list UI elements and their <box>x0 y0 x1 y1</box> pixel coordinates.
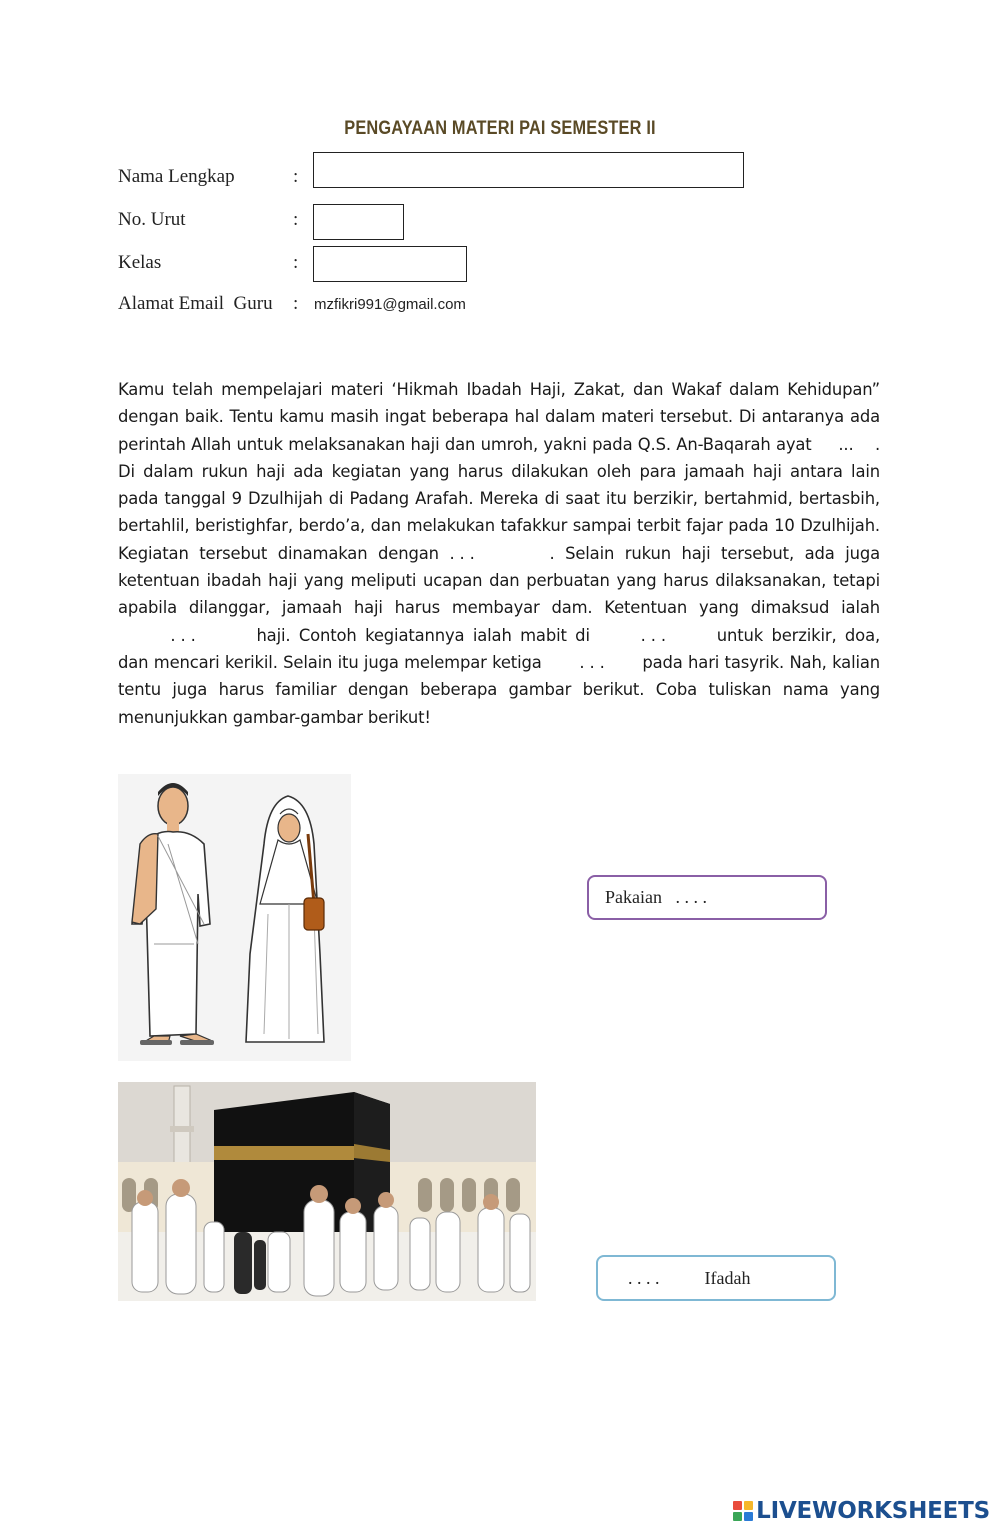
passage <box>118 376 880 731</box>
passage-text-4: haji. Contoh kegiatannya ialah mabit di <box>256 625 590 645</box>
passage-text-6: pada hari tasyrik. Nah, kalian tentu juga harus familiar dengan beberapa gambar berikut. Coba tuliskan nama yang menunjukkan gambar-gambar berikut! <box>118 652 881 727</box>
class-colon: : <box>293 252 299 273</box>
passage-text-1: Kamu telah mempelajari materi ‘Hikmah Ibadah Haji, Zakat, dan Wakaf dalam Kehidupan” dengan baik. Tentu kamu masih ingat beberapa hal dalam materi tersebut. Di antaranya ada perintah Allah untuk melaksanakan haji dan umroh, yakni pada Q.S. An-Baqarah ayat <box>118 380 880 454</box>
class-input[interactable] <box>313 246 467 282</box>
teacher-email: mzfikri991@gmail.com <box>314 296 466 313</box>
name-label: Nama Lengkap <box>118 166 235 187</box>
liveworksheets-logo-icon <box>733 1501 753 1521</box>
answer-box-pakaian[interactable]: Pakaian . . . . <box>587 875 827 920</box>
page-title: PENGAYAAN MATERI PAI SEMESTER II <box>344 118 656 139</box>
passage-text-3: . Selain rukun haji tersebut, ada juga ketentuan ibadah haji yang meliputi ucapan dan perbuatan yang harus dilaksanakan, tetapi apabila dilanggar, jamaah haji harus membayar dam. Ketentuan yang dimaksud ialah <box>118 543 881 618</box>
blank-melempar[interactable]: . . . <box>579 652 605 672</box>
blank-mabit[interactable]: . . . <box>640 625 666 645</box>
email-colon: : <box>293 293 299 314</box>
email-label: Alamat Email Guru <box>118 293 273 314</box>
kaaba-image <box>118 1082 536 1301</box>
name-input[interactable] <box>313 152 744 188</box>
number-colon: : <box>293 209 299 230</box>
number-input[interactable] <box>313 204 404 240</box>
answer-box-ifadah[interactable]: . . . . Ifadah <box>596 1255 836 1301</box>
woman-figure <box>246 796 324 1042</box>
name-colon: : <box>293 166 299 187</box>
number-label: No. Urut <box>118 209 186 230</box>
logo-text: LIVEWORKSHEETS <box>756 1498 990 1524</box>
passage-text-5: untuk berzikir, doa, dan mencari kerikil. Selain itu juga melempar ketiga <box>118 625 881 672</box>
passage-text-2: . Di dalam rukun haji ada kegiatan yang harus dilakukan oleh para jamaah haji antara lain pada tanggal 9 Dzulhijah di Padang Arafah. Mereka di saat itu berzikir, bertahmid, bertasbih, bertahlil, beristighfar, berdo’a, dan melakukan tafakkur sampai terbit fajar pada 10 Dzulhijah. Kegiatan tersebut dinamakan dengan <box>118 434 881 563</box>
blank-ayat[interactable]: ... <box>838 434 854 454</box>
class-label: Kelas <box>118 252 162 273</box>
blank-ketentuan[interactable]: . . . <box>170 625 196 645</box>
blank-kegiatan[interactable]: . . . <box>449 543 475 563</box>
man-figure <box>132 783 214 1045</box>
ihram-clothing-image <box>118 774 351 1061</box>
liveworksheets-logo <box>733 1498 990 1524</box>
